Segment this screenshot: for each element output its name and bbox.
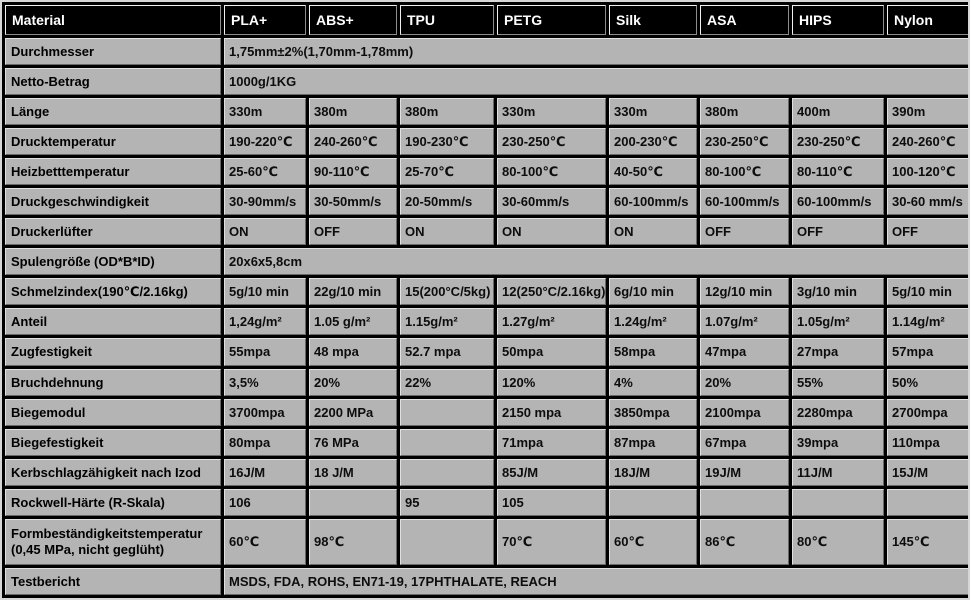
cell-druckerluefter-abs: OFF [309, 218, 397, 245]
cell-heizbetttemperatur-tpu: 25-70℃ [400, 158, 494, 185]
row-label-heizbetttemperatur [5, 158, 221, 185]
cell-laenge-abs: 380m [309, 98, 397, 125]
cell-drucktemperatur-abs: 240-260℃ [309, 128, 397, 155]
cell-kerbschlagzaehigkeit-hips: 11J/M [792, 459, 884, 486]
row-label-formbestaendigkeitstemperatur [5, 519, 221, 565]
cell-anteil-silk: 1.24g/m² [609, 308, 697, 335]
table-row-biegefestigkeit [5, 429, 969, 456]
cell-heizbetttemperatur-abs: 90-110℃ [309, 158, 397, 185]
cell-schmelzindex-asa: 12g/10 min [700, 278, 789, 305]
cell-formbestaendigkeitstemperatur-silk: 60℃ [609, 519, 697, 565]
cell-biegefestigkeit-tpu [400, 429, 494, 456]
cell-drucktemperatur-asa: 230-250℃ [700, 128, 789, 155]
cell-drucktemperatur-hips: 230-250℃ [792, 128, 884, 155]
cell-druckgeschwindigkeit-asa: 60-100mm/s [700, 188, 789, 215]
cell-laenge-silk: 330m [609, 98, 697, 125]
cell-zugfestigkeit-silk: 58mpa [609, 338, 697, 365]
row-label-text: Durchmesser [11, 44, 95, 60]
cell-rockwell-haerte-hips [792, 489, 884, 516]
table-row-bruchdehnung [5, 369, 969, 396]
header-cell-pla: PLA+ [224, 5, 306, 35]
row-label-text: Kerbschlagzähigkeit nach Izod [11, 464, 201, 480]
row-label-text: Anteil [11, 314, 48, 330]
row-label-schmelzindex [5, 278, 221, 305]
cell-druckerluefter-tpu: ON [400, 218, 494, 245]
cell-rockwell-haerte-asa [700, 489, 789, 516]
cell-formbestaendigkeitstemperatur-hips: 80℃ [792, 519, 884, 565]
cell-kerbschlagzaehigkeit-nylon: 15J/M [887, 459, 969, 486]
cell-biegemodul-tpu [400, 399, 494, 426]
cell-rockwell-haerte-tpu: 95 [400, 489, 494, 516]
row-label-text: Länge [11, 104, 50, 120]
header-row [5, 5, 969, 35]
header-cell-petg: PETG [497, 5, 606, 35]
table-row-rockwell-haerte [5, 489, 969, 516]
cell-schmelzindex-petg: 12(250°C/2.16kg) [497, 278, 606, 305]
table-row-druckgeschwindigkeit [5, 188, 969, 215]
cell-drucktemperatur-petg: 230-250℃ [497, 128, 606, 155]
cell-biegefestigkeit-hips: 39mpa [792, 429, 884, 456]
header-cell-hips: HIPS [792, 5, 884, 35]
row-label-druckerluefter [5, 218, 221, 245]
cell-bruchdehnung-asa: 20% [700, 369, 789, 396]
row-label-spulengroesse [5, 248, 221, 275]
cell-bruchdehnung-petg: 120% [497, 369, 606, 396]
cell-drucktemperatur-pla: 190-220℃ [224, 128, 306, 155]
cell-biegefestigkeit-nylon: 110mpa [887, 429, 969, 456]
row-label-biegefestigkeit [5, 429, 221, 456]
cell-anteil-abs: 1.05 g/m² [309, 308, 397, 335]
cell-heizbetttemperatur-asa: 80-100℃ [700, 158, 789, 185]
cell-laenge-hips: 400m [792, 98, 884, 125]
cell-formbestaendigkeitstemperatur-nylon: 145℃ [887, 519, 969, 565]
cell-heizbetttemperatur-silk: 40-50℃ [609, 158, 697, 185]
cell-formbestaendigkeitstemperatur-pla: 60℃ [224, 519, 306, 565]
cell-schmelzindex-silk: 6g/10 min [609, 278, 697, 305]
cell-biegefestigkeit-petg: 71mpa [497, 429, 606, 456]
header-cell-material: Material [5, 5, 221, 35]
row-label-testbericht [5, 568, 221, 595]
table-row-drucktemperatur [5, 128, 969, 155]
row-label-laenge [5, 98, 221, 125]
cell-anteil-asa: 1.07g/m² [700, 308, 789, 335]
table-row-kerbschlagzaehigkeit [5, 459, 969, 486]
cell-laenge-nylon: 390m [887, 98, 969, 125]
cell-bruchdehnung-pla: 3,5% [224, 369, 306, 396]
cell-schmelzindex-tpu: 15(200°C/5kg) [400, 278, 494, 305]
cell-laenge-asa: 380m [700, 98, 789, 125]
row-span-value-spulengroesse: 20x6x5,8cm [224, 248, 969, 275]
row-label-text: Schmelzindex(190℃/2.16kg) [11, 283, 188, 299]
cell-druckerluefter-petg: ON [497, 218, 606, 245]
cell-biegemodul-petg: 2150 mpa [497, 399, 606, 426]
cell-kerbschlagzaehigkeit-abs: 18 J/M [309, 459, 397, 486]
cell-zugfestigkeit-nylon: 57mpa [887, 338, 969, 365]
cell-heizbetttemperatur-pla: 25-60℃ [224, 158, 306, 185]
cell-druckerluefter-hips: OFF [792, 218, 884, 245]
cell-schmelzindex-nylon: 5g/10 min [887, 278, 969, 305]
cell-kerbschlagzaehigkeit-tpu [400, 459, 494, 486]
cell-druckerluefter-asa: OFF [700, 218, 789, 245]
header-cell-asa: ASA [700, 5, 789, 35]
row-label-text: Bruchdehnung [11, 374, 104, 390]
header-cell-nylon: Nylon [887, 5, 969, 35]
table-row-zugfestigkeit [5, 338, 969, 365]
cell-druckgeschwindigkeit-petg: 30-60mm/s [497, 188, 606, 215]
cell-biegemodul-abs: 2200 MPa [309, 399, 397, 426]
cell-anteil-tpu: 1.15g/m² [400, 308, 494, 335]
row-label-durchmesser [5, 38, 221, 65]
table-row-durchmesser [5, 38, 969, 65]
cell-drucktemperatur-nylon: 240-260℃ [887, 128, 969, 155]
cell-biegefestigkeit-silk: 87mpa [609, 429, 697, 456]
row-label-text: Testbericht [11, 573, 81, 589]
cell-biegemodul-hips: 2280mpa [792, 399, 884, 426]
cell-biegefestigkeit-pla: 80mpa [224, 429, 306, 456]
cell-biegemodul-nylon: 2700mpa [887, 399, 969, 426]
table-row-spulengroesse [5, 248, 969, 275]
table-row-anteil [5, 308, 969, 335]
cell-druckerluefter-silk: ON [609, 218, 697, 245]
table-row-druckerluefter [5, 218, 969, 245]
row-label-text: Spulengröße (OD*B*ID) [11, 254, 155, 270]
header-cell-silk: Silk [609, 5, 697, 35]
row-label-netto-betrag [5, 68, 221, 95]
row-label-text: Druckerlüfter [11, 224, 93, 240]
cell-heizbetttemperatur-petg: 80-100℃ [497, 158, 606, 185]
cell-drucktemperatur-silk: 200-230℃ [609, 128, 697, 155]
row-label-druckgeschwindigkeit [5, 188, 221, 215]
row-span-value-durchmesser: 1,75mm±2%(1,70mm-1,78mm) [224, 38, 969, 65]
cell-zugfestigkeit-tpu: 52.7 mpa [400, 338, 494, 365]
table-row-schmelzindex [5, 278, 969, 305]
table-row-laenge [5, 98, 969, 125]
cell-zugfestigkeit-pla: 55mpa [224, 338, 306, 365]
row-label-text: Biegefestigkeit [11, 434, 104, 450]
cell-rockwell-haerte-abs [309, 489, 397, 516]
table-row-biegemodul [5, 399, 969, 426]
cell-bruchdehnung-hips: 55% [792, 369, 884, 396]
cell-kerbschlagzaehigkeit-silk: 18J/M [609, 459, 697, 486]
cell-biegefestigkeit-asa: 67mpa [700, 429, 789, 456]
cell-laenge-tpu: 380m [400, 98, 494, 125]
header-cell-tpu: TPU [400, 5, 494, 35]
cell-schmelzindex-hips: 3g/10 min [792, 278, 884, 305]
row-label-kerbschlagzaehigkeit [5, 459, 221, 486]
cell-anteil-pla: 1,24g/m² [224, 308, 306, 335]
cell-drucktemperatur-tpu: 190-230℃ [400, 128, 494, 155]
row-label-biegemodul [5, 399, 221, 426]
cell-rockwell-haerte-petg: 105 [497, 489, 606, 516]
cell-bruchdehnung-silk: 4% [609, 369, 697, 396]
cell-rockwell-haerte-pla: 106 [224, 489, 306, 516]
cell-formbestaendigkeitstemperatur-tpu [400, 519, 494, 565]
cell-zugfestigkeit-abs: 48 mpa [309, 338, 397, 365]
cell-laenge-pla: 330m [224, 98, 306, 125]
row-label-text: Druckgeschwindigkeit [11, 194, 149, 210]
row-span-value-netto-betrag: 1000g/1KG [224, 68, 969, 95]
cell-heizbetttemperatur-nylon: 100-120℃ [887, 158, 969, 185]
cell-biegefestigkeit-abs: 76 MPa [309, 429, 397, 456]
row-label-zugfestigkeit [5, 338, 221, 365]
cell-formbestaendigkeitstemperatur-asa: 86℃ [700, 519, 789, 565]
cell-zugfestigkeit-asa: 47mpa [700, 338, 789, 365]
cell-anteil-hips: 1.05g/m² [792, 308, 884, 335]
row-label-text: Drucktemperatur [11, 134, 116, 150]
table-row-formbestaendigkeitstemperatur [5, 519, 969, 565]
material-properties-table [2, 2, 970, 598]
header-cell-abs: ABS+ [309, 5, 397, 35]
row-label-text-line2: (0,45 MPa, nicht geglüht) [11, 541, 165, 557]
cell-laenge-petg: 330m [497, 98, 606, 125]
row-label-text: Zugfestigkeit [11, 344, 92, 360]
cell-druckgeschwindigkeit-hips: 60-100mm/s [792, 188, 884, 215]
row-span-value-testbericht: MSDS, FDA, ROHS, EN71-19, 17PHTHALATE, REACH [224, 568, 969, 595]
cell-anteil-nylon: 1.14g/m² [887, 308, 969, 335]
table-body [5, 38, 969, 595]
cell-schmelzindex-abs: 22g/10 min [309, 278, 397, 305]
row-label-anteil [5, 308, 221, 335]
cell-formbestaendigkeitstemperatur-petg: 70℃ [497, 519, 606, 565]
cell-biegemodul-pla: 3700mpa [224, 399, 306, 426]
cell-anteil-petg: 1.27g/m² [497, 308, 606, 335]
cell-rockwell-haerte-nylon [887, 489, 969, 516]
cell-druckerluefter-pla: ON [224, 218, 306, 245]
cell-biegemodul-silk: 3850mpa [609, 399, 697, 426]
cell-heizbetttemperatur-hips: 80-110℃ [792, 158, 884, 185]
cell-kerbschlagzaehigkeit-petg: 85J/M [497, 459, 606, 486]
cell-biegemodul-asa: 2100mpa [700, 399, 789, 426]
table-row-testbericht [5, 568, 969, 595]
cell-druckgeschwindigkeit-tpu: 20-50mm/s [400, 188, 494, 215]
cell-druckgeschwindigkeit-abs: 30-50mm/s [309, 188, 397, 215]
row-label-drucktemperatur [5, 128, 221, 155]
cell-druckerluefter-nylon: OFF [887, 218, 969, 245]
cell-druckgeschwindigkeit-nylon: 30-60 mm/s [887, 188, 969, 215]
cell-bruchdehnung-nylon: 50% [887, 369, 969, 396]
cell-formbestaendigkeitstemperatur-abs: 98℃ [309, 519, 397, 565]
cell-zugfestigkeit-petg: 50mpa [497, 338, 606, 365]
cell-kerbschlagzaehigkeit-pla: 16J/M [224, 459, 306, 486]
cell-druckgeschwindigkeit-pla: 30-90mm/s [224, 188, 306, 215]
row-label-bruchdehnung [5, 369, 221, 396]
row-label-text: Formbeständigkeitstemperatur [11, 525, 203, 541]
table-row-heizbetttemperatur [5, 158, 969, 185]
cell-rockwell-haerte-silk [609, 489, 697, 516]
cell-bruchdehnung-tpu: 22% [400, 369, 494, 396]
row-label-text: Rockwell-Härte (R-Skala) [11, 494, 165, 510]
row-label-text: Netto-Betrag [11, 74, 90, 90]
row-label-text: Biegemodul [11, 404, 86, 420]
cell-kerbschlagzaehigkeit-asa: 19J/M [700, 459, 789, 486]
cell-zugfestigkeit-hips: 27mpa [792, 338, 884, 365]
row-label-text: Heizbetttemperatur [11, 164, 130, 180]
cell-schmelzindex-pla: 5g/10 min [224, 278, 306, 305]
row-label-rockwell-haerte [5, 489, 221, 516]
cell-bruchdehnung-abs: 20% [309, 369, 397, 396]
table-row-netto-betrag [5, 68, 969, 95]
cell-druckgeschwindigkeit-silk: 60-100mm/s [609, 188, 697, 215]
